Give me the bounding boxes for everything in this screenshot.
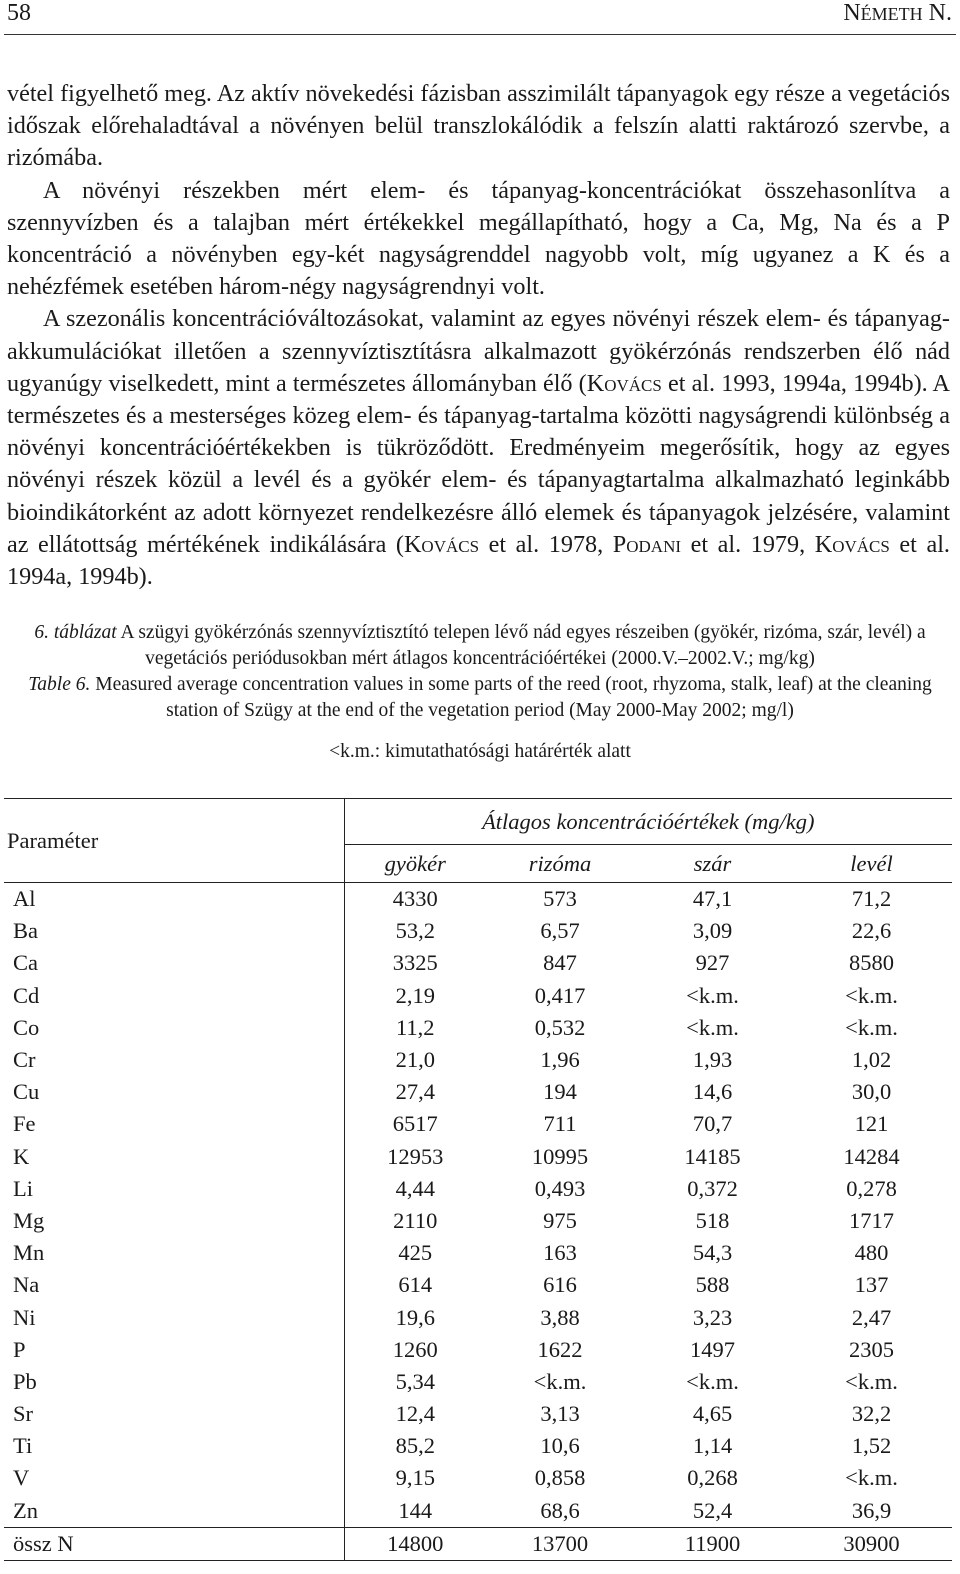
- cell-level: 2,47: [851, 1304, 892, 1330]
- table-note: <k.m.: kimutathatósági határérték alatt: [329, 741, 631, 762]
- table-row: [4, 1076, 952, 1108]
- cell-rizoma: 3,13: [540, 1401, 580, 1427]
- table-row: [4, 1269, 952, 1301]
- table-row: [4, 980, 952, 1012]
- cell-szar: 54,3: [692, 1240, 733, 1266]
- cell-rizoma: 0,858: [534, 1465, 586, 1491]
- cell-gyoker: 425: [344, 1237, 486, 1269]
- group-header: Átlagos koncentrációértékek (mg/kg): [344, 799, 952, 845]
- cell-gyoker: 2110: [344, 1205, 486, 1237]
- col-header-gyoker: gyökér: [344, 845, 486, 883]
- cell-level: 30900: [791, 1527, 952, 1560]
- cell-szar: 3,23: [692, 1304, 733, 1330]
- table-row: [4, 915, 952, 947]
- cell-level: 8580: [849, 950, 894, 976]
- cell-rizoma: 0,493: [534, 1175, 586, 1201]
- cell-level: 36,9: [851, 1497, 892, 1523]
- page-header: [7, 0, 952, 33]
- p3-text-4: et al. 1979,: [681, 530, 815, 558]
- cell-elem: Ti: [13, 1433, 33, 1459]
- cell-level: <k.m.: [845, 982, 898, 1008]
- table-row: [4, 1430, 952, 1462]
- table-row: [4, 1141, 952, 1173]
- cell-szar: 588: [695, 1272, 730, 1298]
- cell-szar: <k.m.: [686, 1014, 739, 1040]
- table-row: [4, 947, 952, 979]
- cell-level: 22,6: [851, 918, 892, 944]
- cell-level: <k.m.: [845, 1368, 898, 1394]
- cell-rizoma: 0,532: [534, 1014, 586, 1040]
- table-row: [4, 1366, 952, 1398]
- cell-rizoma: 6,57: [540, 918, 580, 944]
- paragraph-2: A növényi részekben mért elem- és tápanyag-koncentrációkat összehasonlítva a szennyvízben és a talajban mért értékekkel megállapítható, hogy a Ca, Mg, Na és a P koncentráció a növényben egy-két nagyságrenddel nagyobb volt, míg ugyanez a K és a nehézfémek esetében három-négy nagyságrendnyi volt.: [7, 176, 950, 301]
- cell-elem: össz N: [4, 1527, 344, 1560]
- citation-kovacs-3: Kovács: [814, 530, 890, 558]
- cell-szar: 3,09: [692, 918, 733, 944]
- citation-podani: Podani: [612, 530, 682, 558]
- author-initial: N: [843, 0, 861, 26]
- cell-level: 2305: [849, 1336, 894, 1362]
- table-row: [4, 1237, 952, 1269]
- cell-rizoma: 10995: [531, 1143, 589, 1169]
- cell-gyoker: 3325: [344, 947, 486, 979]
- cell-szar: <k.m.: [686, 982, 739, 1008]
- concentration-table: [4, 798, 952, 1561]
- total-row: [4, 1527, 952, 1560]
- cell-szar: 927: [695, 950, 730, 976]
- cell-gyoker: 53,2: [344, 915, 486, 947]
- cell-rizoma: 10,6: [540, 1433, 580, 1459]
- cell-rizoma: 1622: [537, 1336, 583, 1362]
- table-body: [4, 883, 952, 1561]
- cell-szar: 1,93: [692, 1047, 733, 1073]
- cell-szar: 4,65: [692, 1401, 733, 1427]
- cell-szar: 47,1: [692, 886, 733, 912]
- cell-level: 480: [854, 1240, 889, 1266]
- cell-szar: 0,268: [687, 1465, 738, 1491]
- table-row: [4, 1108, 952, 1140]
- cell-szar: 1497: [690, 1336, 735, 1362]
- cell-level: <k.m.: [845, 1014, 898, 1040]
- table-row: [4, 1462, 952, 1494]
- cell-level: 1,52: [851, 1433, 892, 1459]
- cell-rizoma: 0,417: [534, 982, 586, 1008]
- cell-elem: Li: [13, 1175, 33, 1201]
- cell-gyoker: 4,44: [344, 1173, 486, 1205]
- p3-text-5: et al. 1994a, 1994b).: [7, 530, 950, 591]
- col-header-rizoma: rizóma: [528, 850, 592, 876]
- cell-elem: Cr: [13, 1047, 36, 1073]
- cell-szar: 52,4: [692, 1497, 733, 1523]
- cell-gyoker: 12,4: [344, 1398, 486, 1430]
- col-header-szar: szár: [693, 850, 732, 876]
- cell-level: 0,278: [846, 1175, 897, 1201]
- cell-level: 14284: [843, 1143, 900, 1169]
- cell-szar: 14185: [684, 1143, 741, 1169]
- cell-level: 1,02: [851, 1047, 892, 1073]
- p3-text-1: A szezonális koncentrációváltozásokat, valamint az egyes növényi részek elem- és tápanyag-akkumulációkat illetően a szennyvíztisztításra alkalmazott gyökérzónás rendszerben élő nád ugyanúgy viselkedett, mint a természetes állományban élő (: [7, 305, 950, 397]
- col-header-level: levél: [850, 850, 893, 876]
- cell-szar: 518: [695, 1207, 730, 1233]
- cell-rizoma: 847: [543, 950, 577, 976]
- paragraph-3: [7, 303, 950, 593]
- cell-gyoker: 85,2: [344, 1430, 486, 1462]
- cell-elem: Fe: [13, 1111, 36, 1137]
- cell-gyoker: 14800: [344, 1527, 486, 1560]
- cell-elem: Mn: [13, 1240, 45, 1266]
- cell-rizoma: 1,96: [540, 1047, 580, 1073]
- param-header: Paraméter: [4, 799, 344, 883]
- cell-gyoker: 6517: [344, 1108, 486, 1140]
- cell-elem: Mg: [13, 1207, 45, 1233]
- cell-elem: Pb: [13, 1368, 37, 1394]
- table-row: [4, 1334, 952, 1366]
- cell-elem: V: [13, 1465, 30, 1491]
- cell-gyoker: 5,34: [344, 1366, 486, 1398]
- header-rule: [4, 34, 956, 35]
- cell-gyoker: 27,4: [344, 1076, 486, 1108]
- citation-kovacs-1: Kovács: [586, 369, 662, 397]
- table-row: [4, 1398, 952, 1430]
- cell-gyoker: 9,15: [344, 1462, 486, 1494]
- cell-level: 30,0: [851, 1079, 892, 1105]
- running-head-author: [843, 0, 952, 27]
- cell-rizoma: 163: [543, 1240, 577, 1266]
- caption-english: [10, 672, 950, 724]
- cell-gyoker: 2,19: [344, 980, 486, 1012]
- cell-rizoma: 616: [543, 1272, 577, 1298]
- cell-level: <k.m.: [845, 1465, 898, 1491]
- cell-rizoma: 711: [543, 1111, 577, 1137]
- cell-gyoker: 19,6: [344, 1301, 486, 1333]
- caption-en-text: Measured average concentration values in some parts of the reed (root, rhyzoma, stalk, leaf) at the cleaning station of Szügy at the end of the vegetation period (May 2000-May 2002; mg/l): [90, 674, 932, 721]
- cell-rizoma: 13700: [486, 1527, 634, 1560]
- cell-elem: Cu: [13, 1079, 40, 1105]
- cell-elem: Al: [13, 886, 36, 912]
- cell-level: 71,2: [851, 886, 892, 912]
- cell-gyoker: 614: [344, 1269, 486, 1301]
- cell-gyoker: 1260: [344, 1334, 486, 1366]
- caption-en-label: Table 6.: [28, 674, 91, 695]
- body-text: [7, 78, 950, 593]
- author-rest: ÉMETH: [860, 4, 923, 24]
- cell-szar: <k.m.: [686, 1368, 739, 1394]
- cell-rizoma: 975: [543, 1207, 577, 1233]
- cell-level: 137: [854, 1272, 889, 1298]
- cell-elem: Ni: [13, 1304, 36, 1330]
- cell-elem: Sr: [13, 1401, 34, 1427]
- cell-rizoma: 194: [543, 1079, 577, 1105]
- author-suffix: N.: [922, 0, 952, 26]
- cell-szar: 70,7: [692, 1111, 733, 1137]
- cell-gyoker: 11,2: [344, 1012, 486, 1044]
- table-row: [4, 1173, 952, 1205]
- caption-hu-text: A szügyi gyökérzónás szennyvíztisztító telepen lévő nád egyes részeiben (gyökér, rizóma, szár, levél) a vegetációs periódusokban mért átlagos koncentrációértékei (2000.V.–2002.V.; mg/kg): [116, 622, 926, 669]
- cell-szar: 14,6: [692, 1079, 733, 1105]
- table-row: [4, 1495, 952, 1528]
- cell-elem: Cd: [13, 982, 40, 1008]
- cell-level: 1717: [849, 1207, 894, 1233]
- cell-gyoker: 4330: [344, 883, 486, 916]
- cell-szar: 1,14: [692, 1433, 733, 1459]
- cell-gyoker: 21,0: [344, 1044, 486, 1076]
- cell-elem: K: [13, 1143, 30, 1169]
- cell-gyoker: 12953: [344, 1141, 486, 1173]
- p3-text-2: et al. 1993, 1994a, 1994b). A természetes és a mesterséges közeg elem- és tápanyag-tartalma közötti nagyságrendi különbség a növényi koncentrációértékekben is tükröződött. Eredményeim megerősítik, hogy az egyes növényi részek közül a levél és a gyökér elem- és tápanyagtartalma alkalmazható leginkább bioindikátorként az adott környezet rendelkezésre álló elemek és tápanyagok jelzésére, valamint az ellátottság mértékének indikálására (: [7, 369, 950, 558]
- cell-elem: Ba: [13, 918, 38, 944]
- paragraph-1: vétel figyelhető meg. Az aktív növekedési fázisban asszimilált tápanyagok egy része a vegetációs időszak előrehaladtával a növényen belül transzlokálódik a felszín alatti raktározó szervbe, a rizómába.: [7, 80, 950, 172]
- cell-rizoma: 3,88: [540, 1304, 580, 1330]
- caption-hungarian: [10, 620, 950, 672]
- cell-elem: Co: [13, 1014, 40, 1040]
- cell-szar: 11900: [634, 1527, 791, 1560]
- table-row: [4, 883, 952, 916]
- table-row: [4, 1012, 952, 1044]
- cell-elem: Na: [13, 1272, 40, 1298]
- cell-elem: P: [13, 1336, 26, 1362]
- citation-kovacs-2: Kovács: [403, 530, 480, 558]
- cell-level: 32,2: [851, 1401, 892, 1427]
- table-row: [4, 1205, 952, 1237]
- cell-elem: Ca: [13, 950, 38, 976]
- cell-rizoma: 68,6: [540, 1497, 580, 1523]
- page-number: 58: [7, 0, 31, 26]
- cell-szar: 0,372: [687, 1175, 738, 1201]
- cell-rizoma: 573: [543, 886, 577, 912]
- table-row: [4, 1301, 952, 1333]
- caption-hu-label: 6. táblázat: [34, 622, 117, 643]
- cell-level: 121: [854, 1111, 889, 1137]
- cell-rizoma: <k.m.: [533, 1368, 587, 1394]
- table-caption: [10, 620, 950, 724]
- p3-text-3: et al. 1978,: [479, 530, 613, 558]
- cell-elem: Zn: [13, 1497, 38, 1523]
- table-row: [4, 1044, 952, 1076]
- cell-gyoker: 144: [344, 1495, 486, 1528]
